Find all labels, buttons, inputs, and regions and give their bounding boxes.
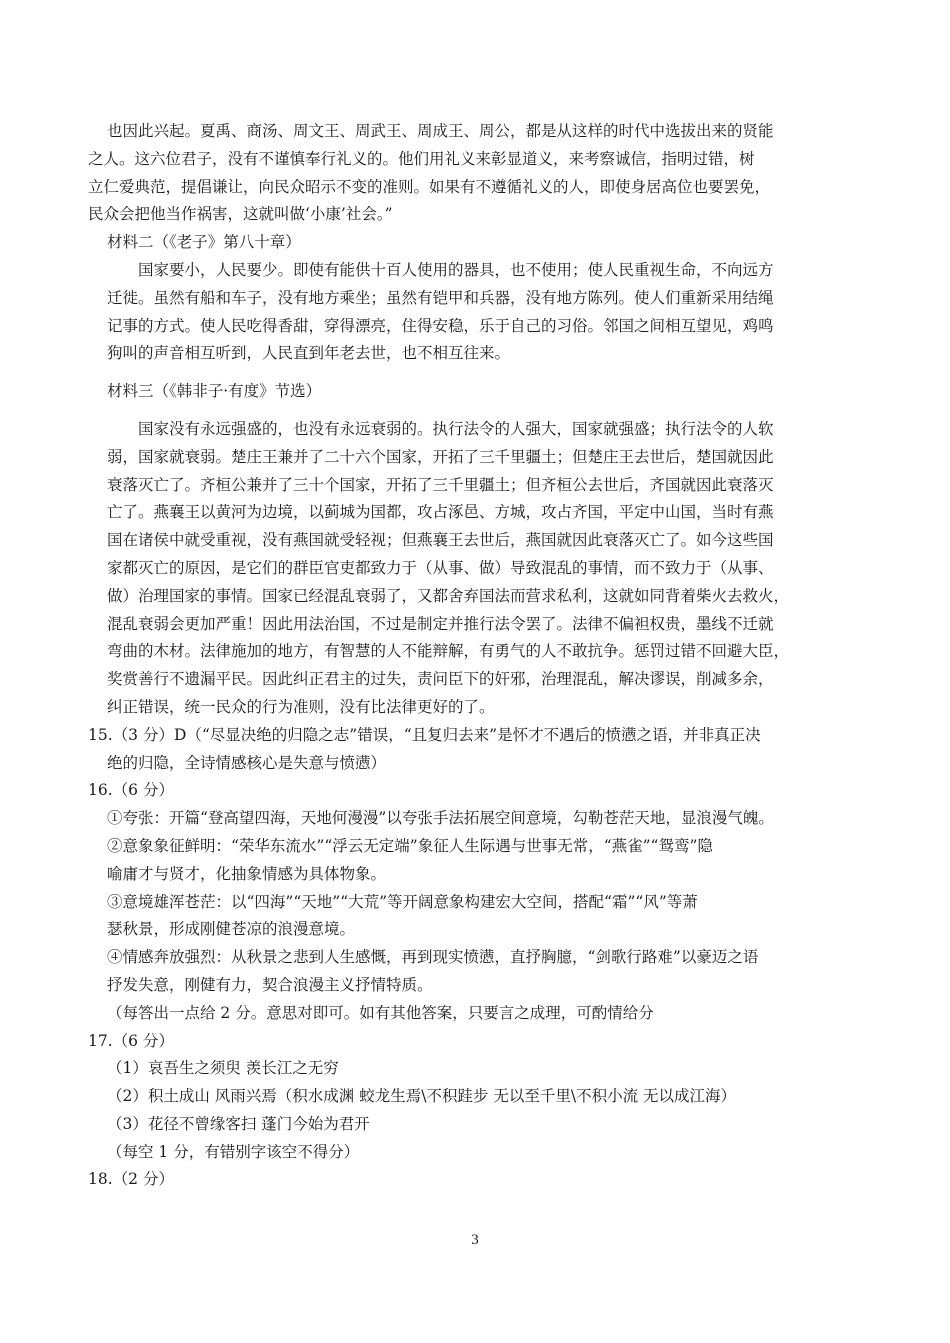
text-line: 记事的方式。使人民吃得香甜，穿得漂亮，住得安稳，乐于自己的习俗。邻国之间相互望见，鸡鸣 [107, 316, 774, 335]
text-line: 抒发失意，刚健有力，契合浪漫主义抒情特质。 [107, 975, 433, 994]
answer-15 [88, 722, 863, 778]
text-line: 绝的归隐，全诗情感核心是失意与愤懑） [107, 753, 387, 772]
spacer [88, 406, 863, 416]
text-line: 之人。这六位君子，没有不谨慎奉行礼义的。他们用礼义来彰显道义，来考察诚信，指明过错，树 [88, 149, 755, 168]
text-line: ①夸张：开篇“登高望四海，天地何漫漫”以夸张手法拓展空间意境，勾勒苍茫天地，显浪漫气魄。 [107, 809, 774, 828]
text-line: （1）哀吾生之须臾 羡长江之无穷 [107, 1059, 339, 1078]
question-heading: 18.（2 分） [88, 1170, 174, 1189]
text-line: ③意境雄浑苍茫：以“四海”“天地”“大荒”等开阔意象构建宏大空间，搭配“霜”“风”等萧 [107, 892, 698, 911]
text-line: 15.（3 分）D（“尽显决绝的归隐之志”错误，“且复归去来”是怀才不遇后的愤懑之语，并非真正决 [88, 725, 761, 744]
text-line: ②意象象征鲜明：“荣华东流水”“浮云无定端”象征人生际遇与世事无常，“燕雀”“鸳鸾”隐 [107, 836, 713, 855]
page-content [88, 118, 863, 1194]
text-line: 弯曲的木材。法律施加的地方，有智慧的人不能辩解，有勇气的人不敢抗争。惩罚过错不回避大臣， [107, 642, 790, 661]
material-3-heading: 材料三（《韩非子·有度》节选） [107, 382, 322, 401]
text-line: 亡了。燕襄王以黄河为边境，以蓟城为国都，攻占涿邑、方城，攻占齐国，平定中山国，当时有燕 [107, 503, 774, 522]
text-line: 纠正错误，统一民众的行为准则，没有比法律更好的了。 [107, 697, 495, 716]
text-line: 民众会把他当作祸害，这就叫做‘小康’社会。” [88, 205, 393, 224]
text-line: 也因此兴起。夏禹、商汤、周文王、周武王、周成王、周公，都是从这样的时代中选拔出来的贤能 [107, 122, 774, 140]
answer-16 [88, 777, 863, 1027]
text-line: （2）积土成山 风雨兴焉（积水成渊 蛟龙生焉\不积跬步 无以至千里\不积小流 无以成江海） [107, 1087, 737, 1106]
text-line: 国在诸侯中就受重视，没有燕国就受轻视；但燕襄王去世后，燕国就因此衰落灭亡了。如今这些国 [107, 531, 774, 550]
text-line: 喻庸才与贤才，化抽象情感为具体物象。 [107, 864, 387, 883]
material-2 [88, 229, 863, 368]
text-line: 迁徙。虽然有船和车子，没有地方乘坐；虽然有铠甲和兵器，没有地方陈列。使人们重新采用结绳 [107, 288, 774, 307]
material-3 [88, 378, 863, 722]
text-line: 国家没有永远强盛的，也没有永远衰弱的。执行法令的人强大，国家就强盛；执行法令的人软 [138, 419, 774, 438]
question-heading: 17.（6 分） [88, 1031, 174, 1050]
material-1-continuation [88, 118, 863, 229]
text-line: 弱，国家就衰弱。楚庄王兼并了二十六个国家，开拓了三千里疆土；但楚庄王去世后，楚国就因此 [107, 447, 774, 466]
text-line: 奖赏善行不遗漏平民。因此纠正君主的过失，责问臣下的奸邪，治理混乱，解决谬误，削减多余， [107, 670, 774, 689]
text-line: 家都灭亡的原因，是它们的群臣官吏都致力于（从事、做）导致混乱的事情，而不致力于（从事、 [107, 558, 774, 577]
page-number: 3 [471, 1232, 479, 1248]
text-line: 国家要小，人民要少。即使有能供十百人使用的器具，也不使用；使人民重视生命，不向远方 [138, 260, 774, 279]
text-line: 做）治理国家的事情。国家已经混乱衰弱了，又都舍弃国法而营求私利，这就如同背着柴火去救火， [107, 586, 790, 605]
text-line: 瑟秋景，形成刚健苍凉的浪漫意境。 [107, 920, 356, 939]
scoring-note: （每空 1 分，有错别字该空不得分） [107, 1142, 360, 1161]
answer-18 [88, 1166, 863, 1194]
text-line: （3）花径不曾缘客扫 蓬门今始为君开 [107, 1114, 370, 1133]
spacer [88, 368, 863, 378]
text-line: ④情感奔放强烈：从秋景之悲到人生感慨，再到现实愤懑，直抒胸臆，“剑歌行路难”以豪迈之语 [107, 948, 759, 967]
question-heading: 16.（6 分） [88, 781, 174, 800]
material-2-heading: 材料二（《老子》第八十章） [107, 233, 301, 252]
text-line: 立仁爱典范，提倡谦让，向民众昭示不变的准则。如果有不遵循礼义的人，即使身居高位也要罢免， [88, 177, 771, 196]
scoring-note: （每答出一点给 2 分。意思对即可。如有其他答案，只要言之成理，可酌情给分 [107, 1003, 654, 1022]
text-line: 衰落灭亡了。齐桓公兼并了三十个国家，开拓了三千里疆土；但齐桓公去世后，齐国就因此衰落灭 [107, 475, 774, 494]
answer-17 [88, 1028, 863, 1167]
text-line: 狗叫的声音相互听到，人民直到年老去世，也不相互往来。 [107, 344, 511, 363]
text-line: 混乱衰弱会更加严重！因此用法治国，不过是制定并推行法令罢了。法律不偏袒权贵，墨线不迁就 [107, 614, 774, 633]
